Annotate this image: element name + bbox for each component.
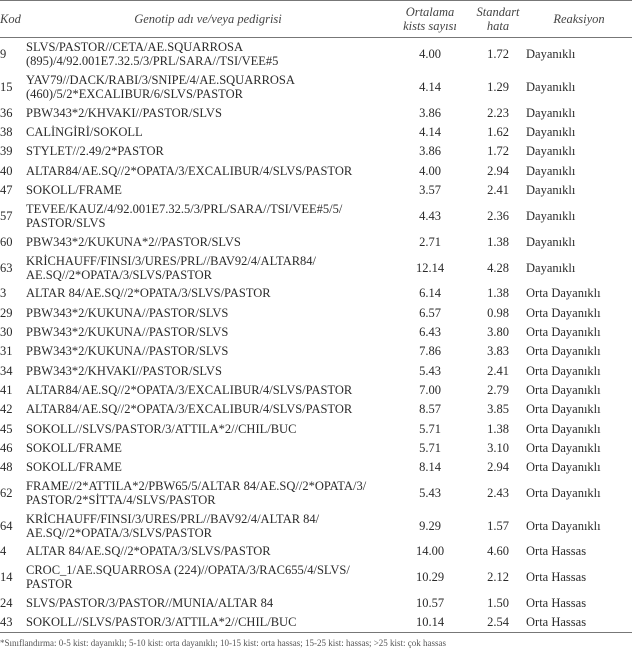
table-row [0, 438, 632, 457]
table-row [0, 542, 632, 561]
genotip-line: AE.SQ//2*OPATA/3/SLVS/PASTOR [26, 525, 212, 540]
genotip-line: ALTAR 84/AE.SQ//2*OPATA/3/SLVS/PASTOR [26, 286, 271, 301]
cell-reaksiyon: Dayanıklı [526, 47, 576, 62]
table-row [0, 380, 632, 399]
cell-ortalama: 10.14 [390, 613, 470, 633]
cell-standart: 1.57 [487, 518, 509, 533]
cell-kod: 14 [0, 570, 13, 585]
cell-ortalama: 10.57 [415, 596, 445, 611]
cell-kod: 45 [0, 421, 13, 436]
table-row [0, 322, 632, 341]
cell-ortalama: 4.43 [419, 208, 441, 223]
genotip-line: PBW343*2/KHVAKI//PASTOR/SLVS [26, 363, 222, 378]
cell-genotip [26, 342, 390, 361]
cell-reaksiyon: Dayanıklı [526, 234, 576, 249]
genotip-line: YAV79//DACK/RABI/3/SNIPE/4/AE.SQUARROSA [26, 72, 295, 87]
genotip-line: (895)/4/92.001E7.32.5/3/PRL/SARA//TSI/VEE#5 [26, 54, 279, 69]
cell-genotip [26, 419, 390, 438]
cell-standart: 4.28 [487, 260, 509, 275]
table-row [0, 122, 632, 141]
cell-genotip [26, 180, 390, 199]
genotip-line: CROC_1/AE.SQUARROSA (224)//OPATA/3/RAC655/4/SLVS/ [26, 563, 350, 578]
genotip-line: PASTOR [26, 577, 73, 592]
cell-ortalama: 3.57 [419, 182, 441, 197]
cell-reaksiyon: Dayanıklı [526, 163, 576, 178]
cell-kod: 38 [0, 124, 13, 139]
cell-reaksiyon: Orta Dayanıklı [526, 382, 601, 397]
cell-ortalama: 12.14 [415, 260, 445, 275]
cell-genotip [26, 613, 390, 633]
cell-ortalama: 6.14 [419, 286, 441, 301]
table-row [0, 71, 632, 104]
cell-standart: 2.54 [470, 613, 526, 633]
genotip-line: ALTAR84/AE.SQ//2*OPATA/3/EXCALIBUR/4/SLVS/PASTOR [26, 382, 353, 397]
cell-kod: 30 [0, 325, 13, 340]
table-row [0, 199, 632, 232]
cell-kod: 4 [0, 544, 7, 559]
cell-genotip [26, 400, 390, 419]
table-row [0, 251, 632, 284]
cell-kod: 29 [0, 305, 13, 320]
cell-reaksiyon: Orta Dayanıklı [526, 486, 601, 500]
cell-genotip [26, 122, 390, 141]
header-ortalama-line1: Ortalama [405, 5, 455, 19]
genotip-line: PBW343*2/KUKUNA//PASTOR/SLVS [26, 325, 229, 340]
cell-standart: 2.36 [487, 208, 509, 223]
cell-standart: 3.85 [487, 402, 509, 417]
genotip-line: KRİCHAUFF/FINSI/3/URES/PRL//BAV92/4/ALTAR84/ [26, 253, 317, 268]
cell-reaksiyon: Orta Dayanıklı [526, 440, 601, 455]
cell-ortalama: 14.00 [415, 544, 445, 559]
cell-kod: 62 [0, 486, 13, 500]
cell-genotip [26, 284, 390, 303]
cell-kod: 48 [0, 460, 13, 475]
table-row [0, 477, 632, 510]
cell-kod: 46 [0, 440, 13, 455]
genotip-line: AE.SQ//2*OPATA/3/SLVS/PASTOR [26, 267, 212, 282]
cell-reaksiyon: Orta Hassas [526, 613, 632, 633]
cell-reaksiyon: Dayanıklı [526, 105, 576, 120]
genotip-line: ALTAR 84/AE.SQ//2*OPATA/3/SLVS/PASTOR [26, 544, 271, 559]
table-row [0, 561, 632, 594]
table-body [0, 38, 632, 633]
cell-genotip [26, 438, 390, 457]
cell-standart: 2.41 [487, 363, 509, 378]
table-row [0, 342, 632, 361]
cell-standart: 2.94 [487, 460, 509, 475]
cell-standart: 2.23 [487, 105, 509, 120]
cell-genotip [26, 380, 390, 399]
cell-genotip [26, 361, 390, 380]
table-row [0, 361, 632, 380]
cell-standart: 1.38 [487, 421, 509, 436]
cell-ortalama: 10.29 [415, 570, 445, 585]
cell-reaksiyon: Dayanıklı [526, 182, 576, 197]
table-row [0, 161, 632, 180]
genotip-line: PBW343*2/KUKUNA*2//PASTOR/SLVS [26, 234, 241, 249]
cell-genotip [26, 477, 390, 510]
table-row [0, 142, 632, 161]
cell-reaksiyon: Orta Dayanıklı [526, 325, 601, 340]
genotip-line: ALTAR84/AE.SQ//2*OPATA/3/EXCALIBUR/4/SLVS/PASTOR [26, 163, 353, 178]
cell-standart: 1.72 [487, 144, 509, 159]
cell-ortalama: 6.57 [419, 305, 441, 320]
cell-ortalama: 5.43 [419, 486, 441, 500]
cell-ortalama: 8.14 [419, 460, 441, 475]
cell-reaksiyon: Dayanıklı [526, 79, 576, 94]
header-reaksiyon: Reaksiyon [526, 1, 632, 38]
cell-standart: 1.50 [487, 596, 509, 611]
genotip-line: FRAME//2*ATTILA*2/PBW65/5/ALTAR 84/AE.SQ//2*OPATA/3/ [26, 479, 367, 493]
header-row [0, 1, 632, 38]
cell-kod: 9 [0, 47, 7, 62]
cell-kod: 34 [0, 363, 13, 378]
genotip-line: ALTAR84/AE.SQ//2*OPATA/3/EXCALIBUR/4/SLVS/PASTOR [26, 402, 353, 417]
genotip-line: SOKOLL//SLVS/PASTOR/3/ATTILA*2//CHIL/BUC [26, 615, 297, 630]
cell-genotip [26, 322, 390, 341]
genotip-line: PBW343*2/KUKUNA//PASTOR/SLVS [26, 344, 229, 359]
header-kod: Kod [0, 1, 26, 38]
table-row [0, 103, 632, 122]
cell-ortalama: 4.00 [419, 163, 441, 178]
genotip-line: SOKOLL/FRAME [26, 182, 122, 197]
cell-ortalama: 4.14 [419, 124, 441, 139]
cell-kod: 31 [0, 344, 13, 359]
cell-reaksiyon: Orta Dayanıklı [526, 402, 601, 417]
cell-standart: 2.12 [487, 570, 509, 585]
cell-reaksiyon: Orta Dayanıklı [526, 421, 601, 436]
cell-standart: 4.60 [487, 544, 509, 559]
cell-kod: 36 [0, 105, 13, 120]
table-row [0, 613, 632, 633]
cell-ortalama: 7.00 [419, 382, 441, 397]
cell-kod: 63 [0, 260, 13, 275]
cell-ortalama: 3.86 [419, 105, 441, 120]
cell-kod: 41 [0, 382, 13, 397]
cell-standart: 1.38 [487, 286, 509, 301]
genotip-line: PASTOR/2*SİTTA/4/SLVS/PASTOR [26, 493, 216, 507]
footnote: *Sınıflandırma: 0-5 kist: dayanıklı; 5-10 kist: orta dayanıklı; 10-15 kist: orta hassas; 15-25 kist: hassas; >25 kist: çok hassas [0, 638, 447, 648]
cell-ortalama: 4.00 [419, 47, 441, 62]
genotip-line: STYLET//2.49/2*PASTOR [26, 144, 164, 159]
cell-kod: 47 [0, 182, 13, 197]
cell-genotip [26, 303, 390, 322]
cell-standart: 2.43 [487, 486, 509, 500]
cell-genotip [26, 232, 390, 251]
cell-reaksiyon: Orta Dayanıklı [526, 344, 601, 359]
genotip-line: SLVS/PASTOR//CETA/AE.SQUARROSA [26, 40, 244, 55]
cell-ortalama: 9.29 [419, 518, 441, 533]
cell-genotip [26, 103, 390, 122]
cell-genotip [26, 457, 390, 476]
genotip-line: SOKOLL/FRAME [26, 440, 122, 455]
genotip-line: KRİCHAUFF/FINSI/3/URES/PRL//BAV92/4/ALTAR 84/ [26, 511, 320, 526]
cell-kod: 60 [0, 234, 13, 249]
genotip-line: PBW343*2/KUKUNA//PASTOR/SLVS [26, 305, 229, 320]
cell-kod: 64 [0, 518, 13, 533]
header-genotip: Genotip adı ve/veya pedigrisi [26, 1, 390, 38]
header-standart [470, 1, 526, 38]
cell-reaksiyon: Dayanıklı [526, 124, 576, 139]
cell-genotip [26, 561, 390, 594]
cell-kod: 43 [0, 613, 26, 633]
table-row [0, 180, 632, 199]
cell-standart: 3.10 [487, 440, 509, 455]
cell-standart: 2.79 [487, 382, 509, 397]
cell-genotip [26, 542, 390, 561]
cell-reaksiyon: Orta Dayanıklı [526, 460, 601, 475]
cell-genotip [26, 199, 390, 232]
table-row [0, 38, 632, 71]
cell-standart: 1.62 [487, 124, 509, 139]
cell-reaksiyon: Orta Dayanıklı [526, 518, 601, 533]
cell-genotip [26, 161, 390, 180]
cell-reaksiyon: Orta Hassas [526, 596, 587, 611]
header-ortalama-line2: kists sayısı [403, 19, 457, 33]
genotip-line: SOKOLL//SLVS/PASTOR/3/ATTILA*2//CHIL/BUC [26, 421, 297, 436]
table-row [0, 284, 632, 303]
cell-standart: 1.38 [487, 234, 509, 249]
cell-standart: 1.72 [487, 47, 509, 62]
cell-kod: 39 [0, 144, 13, 159]
header-standart-line1: Standart [476, 5, 520, 19]
cell-ortalama: 5.71 [419, 440, 441, 455]
genotip-line: TEVEE/KAUZ/4/92.001E7.32.5/3/PRL/SARA//TSI/VEE#5/5/ [26, 201, 343, 216]
cell-kod: 15 [0, 79, 13, 94]
cell-genotip [26, 509, 390, 542]
cell-reaksiyon: Dayanıklı [526, 208, 576, 223]
table-row [0, 419, 632, 438]
cell-kod: 40 [0, 163, 13, 178]
table-row [0, 594, 632, 613]
cell-genotip [26, 71, 390, 104]
cell-standart: 0.98 [487, 305, 509, 320]
header-standart-line2: hata [486, 19, 510, 33]
table-row [0, 509, 632, 542]
cell-reaksiyon: Orta Dayanıklı [526, 305, 601, 320]
genotip-line: PBW343*2/KHVAKI//PASTOR/SLVS [26, 105, 222, 120]
cell-reaksiyon: Orta Hassas [526, 544, 587, 559]
genotip-line: (460)/5/2*EXCALIBUR/6/SLVS/PASTOR [26, 86, 243, 101]
cell-reaksiyon: Orta Dayanıklı [526, 286, 601, 301]
cell-genotip [26, 38, 390, 71]
cell-reaksiyon: Dayanıklı [526, 144, 576, 159]
cell-ortalama: 8.57 [419, 402, 441, 417]
cell-genotip [26, 142, 390, 161]
cell-ortalama: 2.71 [419, 234, 441, 249]
table-row [0, 400, 632, 419]
cell-genotip [26, 251, 390, 284]
table-row [0, 232, 632, 251]
cell-ortalama: 3.86 [419, 144, 441, 159]
cell-ortalama: 5.71 [419, 421, 441, 436]
cell-kod: 24 [0, 596, 13, 611]
cell-reaksiyon: Orta Hassas [526, 570, 587, 585]
table-row [0, 457, 632, 476]
cell-standart: 3.83 [487, 344, 509, 359]
genotip-line: SOKOLL/FRAME [26, 460, 122, 475]
cell-reaksiyon: Dayanıklı [526, 260, 576, 275]
cell-standart: 1.29 [487, 79, 509, 94]
cell-ortalama: 6.43 [419, 325, 441, 340]
cell-ortalama: 5.43 [419, 363, 441, 378]
genotip-line: CALİNGİRİ/SOKOLL [26, 124, 143, 139]
cell-standart: 3.80 [487, 325, 509, 340]
cell-genotip [26, 594, 390, 613]
genotip-line: SLVS/PASTOR/3/PASTOR//MUNIA/ALTAR 84 [26, 596, 274, 611]
cell-reaksiyon: Orta Dayanıklı [526, 363, 601, 378]
cell-standart: 2.94 [487, 163, 509, 178]
cell-ortalama: 7.86 [419, 344, 441, 359]
cell-kod: 42 [0, 402, 13, 417]
genotip-line: PASTOR/SLVS [26, 215, 106, 230]
header-ortalama [390, 1, 470, 38]
cell-kod: 57 [0, 208, 13, 223]
cell-kod: 3 [0, 286, 7, 301]
table-row [0, 303, 632, 322]
cell-ortalama: 4.14 [419, 79, 441, 94]
cell-standart: 2.41 [487, 182, 509, 197]
